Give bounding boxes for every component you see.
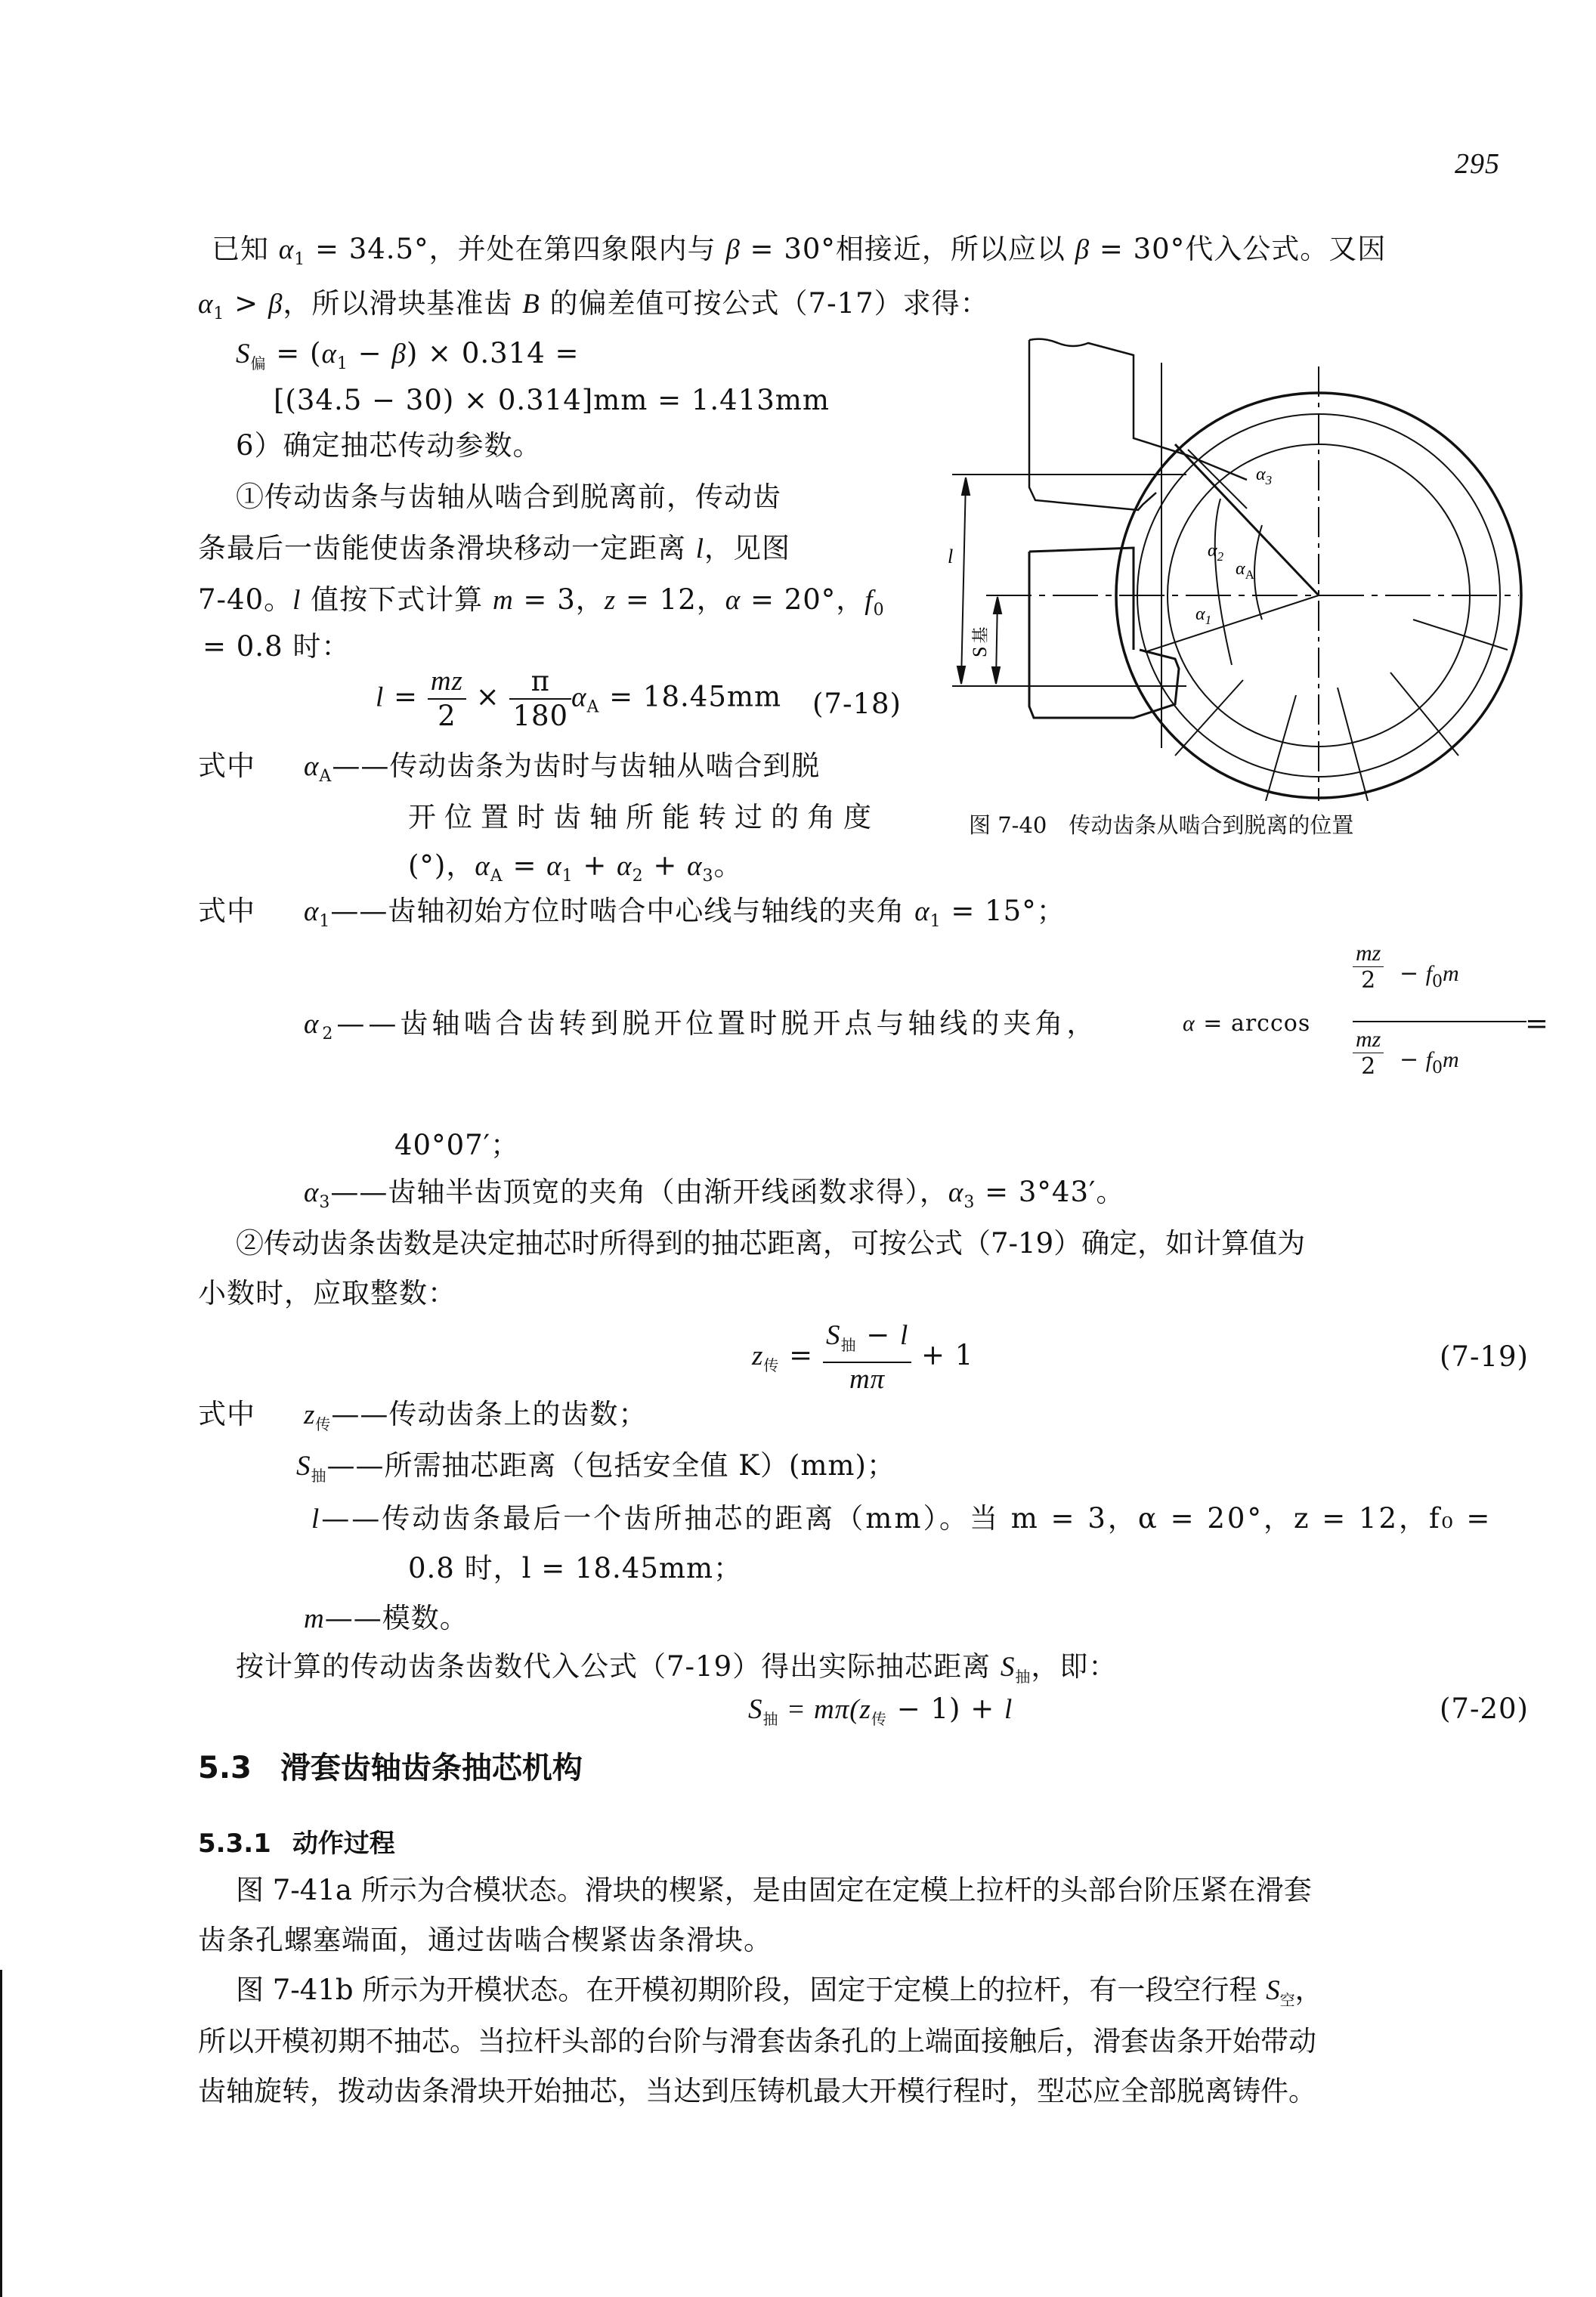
equation-offset-line1 <box>236 337 580 381</box>
subscript: 抽 <box>762 1710 779 1728</box>
figure-7-40-diagram <box>945 332 1534 801</box>
text: 按计算的传动齿条齿数代入公式（7-19）得出实际抽芯距离 <box>236 1650 1001 1683</box>
numerator <box>823 1319 911 1363</box>
subscript: 传 <box>871 1710 887 1728</box>
section-heading-5-3-1 <box>198 1822 395 1860</box>
text: = <box>503 849 547 882</box>
beta-symbol: β <box>268 289 283 320</box>
alpha-symbol: α <box>617 851 633 882</box>
denominator: 2 <box>1361 967 1376 994</box>
gear <box>986 366 1521 801</box>
where1-line3 <box>408 849 743 893</box>
z-symbol: z <box>304 1399 316 1430</box>
subscript: 传 <box>315 1415 332 1433</box>
beta-symbol: β <box>725 234 741 265</box>
variable-B: B <box>522 289 540 320</box>
l-symbol: l <box>292 585 302 616</box>
item1-line4: = 0.8 时： <box>203 630 351 663</box>
beta-symbol: β <box>391 339 407 369</box>
definition-text: 传动齿条为齿时与齿轴从啮合到脱 <box>389 750 821 782</box>
f-symbol: f <box>1425 961 1433 986</box>
text: ，所以滑块基准齿 <box>283 287 523 320</box>
denominator: 2 <box>1361 1053 1376 1080</box>
definition-text: 所需抽芯距离（包括安全值 K）(mm)； <box>384 1449 895 1482</box>
m-symbol: m <box>492 585 514 616</box>
equation-7-19 <box>752 1319 973 1396</box>
dash: —— <box>332 750 390 782</box>
text: 值按下式计算 <box>301 583 493 616</box>
fraction-mz-over-2 <box>428 665 466 733</box>
subscript: 抽 <box>1015 1668 1032 1686</box>
alpha-symbol: α <box>475 851 490 882</box>
text: − <box>856 1319 900 1351</box>
item1-line2 <box>198 532 790 566</box>
f-symbol: f <box>1425 1047 1433 1072</box>
svg-text:S基: S基 <box>969 626 991 657</box>
l-symbol: l <box>1004 1694 1013 1725</box>
where-label: 式中 <box>198 750 255 782</box>
text: = 12， <box>616 583 725 616</box>
denominator: 2 <box>438 700 456 732</box>
alpha2-definition <box>304 1007 1098 1051</box>
numerator: π <box>509 665 571 700</box>
equation-tag-7-20: (7-20) <box>1440 1693 1529 1725</box>
l-symbol: l <box>311 1504 322 1535</box>
subscript: 1 <box>213 305 225 323</box>
subscript: 2 <box>322 1025 337 1043</box>
subscript: A <box>586 697 600 717</box>
fraction-mz-over-2 <box>1353 1027 1384 1080</box>
alpha-symbol: α <box>198 289 214 320</box>
equation-7-20 <box>748 1693 1013 1736</box>
radial-mark <box>1266 695 1296 801</box>
numerator: mz <box>1353 1027 1384 1053</box>
arccos-text: = arccos <box>1195 1010 1311 1037</box>
paragraph-41b-line3: 齿轴旋转，拨动齿条滑块开始抽芯，当达到压铸机最大开模行程时，型芯应全部脱离铸件。 <box>198 2075 1316 2107</box>
text: 7-40。 <box>198 583 293 616</box>
equation-7-18 <box>376 665 781 733</box>
text: + <box>643 849 688 882</box>
value: = 3°43′。 <box>975 1176 1125 1208</box>
dash: —— <box>321 1502 382 1535</box>
m-symbol: m <box>304 1603 325 1634</box>
subscript: 3 <box>702 867 714 886</box>
value: = 15°； <box>941 895 1066 927</box>
text: + 1 <box>911 1339 974 1371</box>
l-symbol: l <box>899 1320 909 1351</box>
z-symbol: z <box>604 585 617 616</box>
fraction-mz-over-2 <box>1353 941 1384 994</box>
alpha2-equals: = <box>1525 1007 1550 1040</box>
alpha-symbol: α <box>948 1177 964 1208</box>
text: + <box>573 849 617 882</box>
subscript: 1 <box>929 912 942 931</box>
l-symbol: l <box>695 533 705 564</box>
step-6-heading: 6）确定抽芯传动参数。 <box>236 429 542 462</box>
S-symbol: S <box>236 339 251 369</box>
label-alphaA: $\alpha_A$ <box>1236 559 1254 582</box>
rack-lower-outline <box>1029 548 1179 718</box>
rack-slider <box>1029 339 1247 718</box>
fraction-pi-over-180 <box>509 665 571 733</box>
text: = 34.5°，并处在第四象限内与 <box>305 233 726 265</box>
subscript: 抽 <box>311 1467 327 1485</box>
text: = 30°代入公式。又因 <box>1090 233 1387 265</box>
denominator: 180 <box>512 700 569 732</box>
denominator: mπ <box>849 1364 886 1395</box>
subscript: 传 <box>763 1356 780 1374</box>
alpha-symbol: α <box>1183 1011 1195 1036</box>
page-number: 295 <box>1455 148 1500 180</box>
alpha-symbol: α <box>304 1009 323 1040</box>
arrow-up <box>994 597 1001 614</box>
alpha-symbol: α <box>546 851 562 882</box>
S-symbol: S <box>1266 1975 1280 2006</box>
text: = mπ( <box>778 1694 860 1725</box>
equation-tag-7-19: (7-19) <box>1440 1340 1529 1373</box>
where3-item-S <box>296 1449 895 1492</box>
text: ，即： <box>1031 1650 1118 1683</box>
subscript: 1 <box>319 912 331 931</box>
label-S-base <box>969 627 991 657</box>
subscript: 1 <box>336 354 348 373</box>
S-symbol: S <box>748 1694 763 1725</box>
definition-text: 传动齿条上的齿数； <box>388 1398 648 1430</box>
S-symbol: S <box>296 1451 311 1482</box>
label-alpha3: $\alpha_3$ <box>1256 465 1273 487</box>
alpha-arc <box>1215 499 1232 665</box>
numerator: mz <box>1353 941 1384 967</box>
text: ， <box>1294 1974 1323 2006</box>
label-alpha1: $\alpha_1$ <box>1195 604 1212 627</box>
text: − <box>348 337 392 369</box>
alpha-symbol: α <box>914 896 930 927</box>
tooth-line <box>1188 450 1247 509</box>
text: = <box>779 1339 823 1371</box>
alpha-symbol: α <box>725 585 741 616</box>
dash: —— <box>330 895 388 927</box>
text: = <box>384 680 428 713</box>
item1-line1: ①传动齿条与齿轴从啮合到脱离前，传动齿 <box>236 481 781 513</box>
definition-text: 齿轴初始方位时啮合中心线与轴线的夹角 <box>388 895 915 927</box>
definition-text: 齿轴半齿顶宽的夹角（由渐开线函数求得）， <box>388 1176 948 1208</box>
subscript: 3 <box>319 1193 331 1212</box>
equation-tag-7-18: (7-18) <box>812 688 902 720</box>
text: 图 7-41b 所示为开模状态。在开模初期阶段，固定于定模上的拉杆，有一段空行程 <box>236 1974 1267 2006</box>
text: − 1) + <box>886 1693 1004 1725</box>
arrow-down <box>957 666 965 684</box>
text: 已知 <box>212 233 279 265</box>
text: = 18.45mm <box>599 680 782 713</box>
denominator-rest <box>1400 1046 1459 1077</box>
paragraph-actual-distance <box>236 1650 1117 1693</box>
alpha2-big-fraction <box>1353 941 1534 1102</box>
text: 条最后一齿能使齿条滑块移动一定距离 <box>198 532 696 564</box>
text: = ( <box>266 337 322 369</box>
alpha2-result: 40°07′； <box>394 1129 520 1161</box>
numerator-rest <box>1400 960 1459 991</box>
subscript: 抽 <box>840 1336 857 1354</box>
S-symbol: S <box>1000 1652 1016 1683</box>
alpha-A-arc <box>1254 525 1262 620</box>
m-symbol: m <box>1443 961 1459 986</box>
paragraph-41a-line2: 齿条孔螺塞端面，通过齿啮合楔紧齿条滑块。 <box>198 1924 772 1956</box>
figure-caption: 图 7-40 传动齿条从啮合到脱离的位置 <box>969 812 1354 838</box>
dash: —— <box>331 1398 389 1430</box>
subscript: 0 <box>1432 1059 1443 1077</box>
m-symbol: m <box>1443 1047 1459 1072</box>
item1-line3 <box>198 583 885 627</box>
where3-item-l-cont: 0.8 时，l = 18.45mm； <box>408 1552 743 1584</box>
big-fraction-numerator <box>1353 941 1534 1021</box>
text: (°)， <box>408 849 475 882</box>
alpha-symbol: α <box>321 339 337 369</box>
where2-definition <box>304 895 1066 938</box>
big-fraction-denominator <box>1353 1022 1534 1102</box>
paragraph-known-alpha-line2 <box>198 287 989 331</box>
alpha2-formula-lhs <box>1183 1007 1310 1040</box>
alpha-symbol: α <box>304 1177 320 1208</box>
where1-symbol <box>304 750 820 793</box>
z-symbol: z <box>859 1694 871 1725</box>
dash: —— <box>324 1602 382 1634</box>
where3-item-m <box>304 1602 469 1636</box>
subscript: 3 <box>963 1193 976 1212</box>
arrow-down <box>992 667 1000 684</box>
beta-symbol: β <box>1075 234 1090 265</box>
definition-text: 模数。 <box>382 1602 469 1634</box>
dash: —— <box>326 1449 385 1482</box>
alpha-symbol: α <box>304 751 320 782</box>
section-title: 滑套齿轴齿条抽芯机构 <box>280 1751 583 1785</box>
fraction-S-minus-l-over-m-pi <box>823 1319 911 1396</box>
text: − <box>1400 1046 1426 1073</box>
where1-line2: 开位置时齿轴所能转过的角度 <box>408 801 880 833</box>
text: − <box>1400 960 1426 987</box>
paragraph-41b-line2: 所以开模初期不抽芯。当拉杆头部的台阶与滑套齿条孔的上端面接触后，滑套齿条开始带动 <box>198 2025 1316 2057</box>
z-symbol: z <box>752 1340 764 1371</box>
section-heading-5-3 <box>198 1744 583 1787</box>
paragraph-41b-line1 <box>236 1974 1323 2017</box>
paragraph-known-alpha-line1 <box>212 233 1386 277</box>
text: 的偏差值可按公式（7-17）求得： <box>540 287 989 320</box>
subscript: A <box>319 767 332 786</box>
subscript: 1 <box>561 867 574 886</box>
where-label: 式中 <box>198 1398 255 1430</box>
l-dimension-line <box>961 480 966 682</box>
alpha3-definition <box>304 1176 1124 1220</box>
where3-item-l <box>311 1502 1492 1536</box>
paragraph-41a-line1: 图 7-41a 所示为合模状态。滑块的楔紧，是由固定在定模上拉杆的头部台阶压紧在滑套 <box>236 1874 1312 1906</box>
text: ) × 0.314 = <box>406 337 580 369</box>
text: = 30°相接近，所以应以 <box>740 233 1075 265</box>
text: × <box>466 680 510 713</box>
l-symbol: l <box>376 682 385 713</box>
where3-item-z <box>304 1398 647 1441</box>
arrow-up <box>962 478 970 495</box>
text: > <box>224 287 268 320</box>
radial-mark <box>1413 620 1508 650</box>
section-number: 5.3.1 <box>198 1829 271 1859</box>
dash: —— <box>330 1176 388 1208</box>
subscript: 1 <box>294 250 306 269</box>
subscript: 0 <box>873 601 885 620</box>
subscript: A <box>490 867 503 886</box>
alpha-symbol: α <box>278 234 295 265</box>
label-l: l <box>948 546 954 567</box>
section-number: 5.3 <box>198 1751 252 1785</box>
definition-text: 齿轴啮合齿转到脱开位置时脱开点与轴线的夹角， <box>400 1007 1099 1040</box>
numerator: mz <box>428 665 466 700</box>
alpha-symbol: α <box>304 896 320 927</box>
subscript: 2 <box>632 867 644 886</box>
alpha-symbol: α <box>571 682 587 713</box>
equation-offset-line2: [(34.5 − 30) × 0.314]mm = 1.413mm <box>274 384 830 416</box>
subscript: 空 <box>1279 1991 1295 2009</box>
text: = 20°， <box>741 583 865 616</box>
page-edge-line <box>0 1970 2 2297</box>
label-alpha2: $\alpha_2$ <box>1208 541 1224 564</box>
text: = 3， <box>513 583 605 616</box>
S-symbol: S <box>825 1320 841 1351</box>
item2-line2: 小数时，应取整数： <box>198 1277 456 1309</box>
text: 。 <box>713 849 743 882</box>
f-symbol: f <box>865 585 874 616</box>
dash: —— <box>336 1007 401 1040</box>
subscript: 0 <box>1432 972 1443 991</box>
subscript: 偏 <box>250 354 267 373</box>
text: ，见图 <box>704 532 791 564</box>
alpha-symbol: α <box>687 851 703 882</box>
item2-line1: ②传动齿条齿数是决定抽芯时所得到的抽芯距离，可按公式（7-19）确定，如计算值为 <box>236 1227 1306 1260</box>
where-label: 式中 <box>198 895 255 927</box>
definition-text: 传动齿条最后一个齿所抽芯的距离（mm）。当 m = 3，α = 20°，z = 12，f₀ = <box>382 1502 1492 1535</box>
section-title: 动作过程 <box>292 1829 395 1859</box>
